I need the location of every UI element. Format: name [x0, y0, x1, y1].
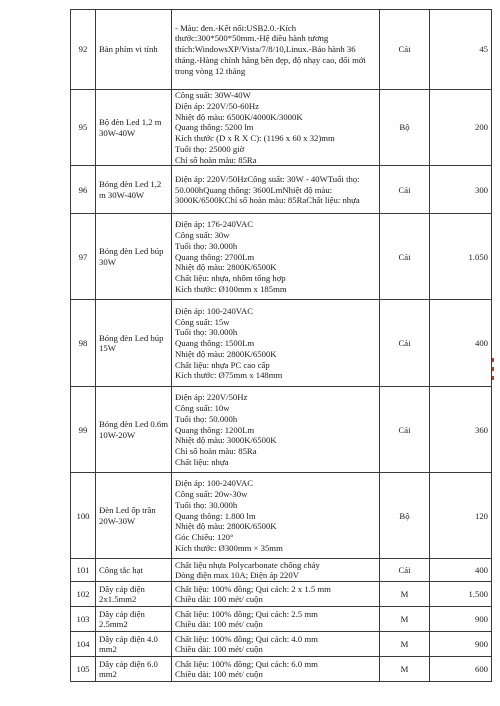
row-number-cell: 97 — [71, 214, 96, 300]
table-row — [71, 632, 492, 657]
quantity-cell: 1.500 — [430, 582, 492, 607]
spec-line: Chiều dài: 100 mét/ cuộn — [175, 619, 263, 630]
spec-line: Quang thông: 1200Lm — [175, 424, 255, 435]
table-row — [71, 10, 492, 90]
spec-line: Tuổi thọ: 30.000h — [175, 327, 238, 338]
table-row — [71, 559, 492, 582]
spec-line: Điện áp: 220V/50-60Hz — [175, 100, 259, 111]
spec-line: Công suất: 30w — [175, 230, 230, 241]
spec-line: - Màu: đen.-Kết nối:USB2.0.-Kích thước:300*500*50mm.-Hệ điều hành tương thích:WindowsXP/Vista/7/8/10,Linux.-Bảo hành 36 tháng.-Hàng chính hãng bền đẹp, độ nhạy cao, đổi mới trong vòng 12 tháng — [175, 22, 366, 76]
row-number-cell: 105 — [71, 657, 96, 682]
specification-cell — [172, 632, 380, 657]
table-row — [71, 90, 492, 166]
unit-cell: M — [380, 632, 430, 657]
unit-cell: M — [380, 657, 430, 682]
spec-line: Điện áp: 100-240VAC — [175, 478, 254, 489]
table-row — [71, 166, 492, 214]
spec-line: Công suất: 10w — [175, 403, 230, 414]
row-number-cell: 92 — [71, 10, 96, 90]
spec-line: Điện áp: 220V/50Hz — [175, 392, 248, 403]
row-number-cell: 100 — [71, 473, 96, 559]
spec-line: Quang thông: 1500Lm — [175, 338, 255, 349]
spec-line: Tuổi thọ: 50.000h — [175, 413, 238, 424]
specification-cell — [172, 90, 380, 166]
spec-line: Tuổi thọ: 30.000h — [175, 499, 238, 510]
margin-mark — [492, 358, 494, 362]
item-name-cell: Công tắc hạt — [96, 559, 172, 582]
row-number-cell: 96 — [71, 166, 96, 214]
quantity-cell: 400 — [430, 300, 492, 387]
margin-mark — [492, 367, 494, 371]
row-number-cell: 95 — [71, 90, 96, 166]
spec-line: Chất liệu: 100% đồng; Qui cách: 6.0 mm — [175, 658, 318, 669]
spec-line: Chiều dài: 100 mét/ cuộn — [175, 644, 263, 655]
spec-line: Nhiệt độ màu: 2800K/6500K — [175, 348, 277, 359]
quantity-cell: 600 — [430, 657, 492, 682]
table-body — [71, 10, 492, 682]
spec-line: Điện áp: 220V/50HzCông suất: 30W - 40WTuổi thọ: 50.000hQuang thông: 3600LmNhiệt độ màu: 3000K/6500KChỉ số hoàn màu: 85RaChất liệu: nhựa — [175, 173, 360, 206]
item-name-cell: Bóng đèn Led búp 30W — [96, 214, 172, 300]
quantity-cell: 360 — [430, 387, 492, 473]
spec-line: Chiều dài: 100 mét/ cuộn — [175, 594, 263, 605]
quantity-cell: 120 — [430, 473, 492, 559]
spec-line: Kích thước: Ø300mm × 35mm — [175, 542, 283, 553]
specification-cell — [172, 166, 380, 214]
spec-line: Kích thước: Ø75mm x 148mm — [175, 370, 283, 381]
spec-line: Chất liệu: nhựa — [175, 456, 229, 467]
equipment-spec-table — [70, 9, 492, 682]
item-name-cell: Bộ đèn Led 1,2 m 30W-40W — [96, 90, 172, 166]
row-number-cell: 103 — [71, 607, 96, 632]
spec-line: Nhiệt độ màu: 6500K/4000K/3000K — [175, 111, 303, 122]
item-name-cell: Dây cáp điện 2x1.5mm2 — [96, 582, 172, 607]
row-number-cell: 104 — [71, 632, 96, 657]
spec-line: Điện áp: 100-240VAC — [175, 305, 254, 316]
item-name-cell: Bàn phím vi tính — [96, 10, 172, 90]
item-name-cell: Bóng đèn Led 0.6m 10W-20W — [96, 387, 172, 473]
spec-line: Chỉ số hoàn màu: 85Ra — [175, 446, 257, 457]
spec-line: Quang thông: 5200 lm — [175, 122, 254, 133]
specification-cell — [172, 214, 380, 300]
specification-cell — [172, 473, 380, 559]
margin-mark — [492, 376, 494, 380]
unit-cell: Cái — [380, 166, 430, 214]
item-name-cell: Dây cáp điện 4.0 mm2 — [96, 632, 172, 657]
unit-cell: Cái — [380, 387, 430, 473]
row-number-cell: 98 — [71, 300, 96, 387]
quantity-cell: 200 — [430, 90, 492, 166]
spec-line: Chỉ số hoàn màu: 85Ra — [175, 154, 257, 165]
table-row — [71, 607, 492, 632]
spec-line: Tuổi thọ: 25000 giờ — [175, 143, 245, 154]
spec-line: Điện áp: 176-240VAC — [175, 219, 254, 230]
specification-cell — [172, 582, 380, 607]
unit-cell: Cái — [380, 300, 430, 387]
spec-line: Công suất: 20w-30w — [175, 489, 248, 500]
spec-line: Quang thông: 2700Lm — [175, 251, 255, 262]
item-name-cell: Đèn Led ốp trần 20W-30W — [96, 473, 172, 559]
quantity-cell: 400 — [430, 559, 492, 582]
unit-cell: Cái — [380, 10, 430, 90]
row-number-cell: 99 — [71, 387, 96, 473]
unit-cell: M — [380, 607, 430, 632]
quantity-cell: 45 — [430, 10, 492, 90]
spec-line: Kích thước (D x R X C): (1196 x 60 x 32)mm — [175, 133, 335, 144]
spec-line: Chất liệu: 100% đồng; Qui cách: 2.5 mm — [175, 608, 318, 619]
spec-line: Góc Chiếu: 120° — [175, 532, 234, 543]
spec-line: Chất liệu nhựa Polycarbonate chống cháy — [175, 559, 320, 570]
unit-cell: Cái — [380, 214, 430, 300]
specification-cell — [172, 387, 380, 473]
spec-line: Kích thước: Ø100mm x 185mm — [175, 283, 287, 294]
spec-line: Chiều dài: 100 mét/ cuộn — [175, 669, 263, 680]
unit-cell: Bộ — [380, 90, 430, 166]
quantity-cell: 900 — [430, 607, 492, 632]
spec-line: Quang thông: 1.800 lm — [175, 510, 256, 521]
spec-line: Chất liệu: 100% đồng; Qui cách: 4.0 mm — [175, 633, 318, 644]
spec-line: Nhiệt độ màu: 2800K/6500K — [175, 262, 277, 273]
row-number-cell: 102 — [71, 582, 96, 607]
spec-line: Nhiệt độ màu: 2800K/6500K — [175, 521, 277, 532]
item-name-cell: Bóng đèn Led 1,2 m 30W-40W — [96, 166, 172, 214]
specification-cell — [172, 10, 380, 90]
specification-cell — [172, 657, 380, 682]
quantity-cell: 900 — [430, 632, 492, 657]
item-name-cell: Bóng đèn Led búp 15W — [96, 300, 172, 387]
spec-line: Công suất: 15w — [175, 316, 230, 327]
table-row — [71, 657, 492, 682]
spec-line: Công suất: 30W-40W — [175, 90, 251, 100]
quantity-cell: 1.050 — [430, 214, 492, 300]
spec-line: Tuổi thọ: 30.000h — [175, 240, 238, 251]
unit-cell: Bộ — [380, 473, 430, 559]
unit-cell: M — [380, 582, 430, 607]
quantity-cell: 300 — [430, 166, 492, 214]
table-row — [71, 473, 492, 559]
table-row — [71, 300, 492, 387]
spec-line: Chất liệu: 100% đồng; Qui cách: 2 x 1.5 mm — [175, 583, 331, 594]
table-row — [71, 582, 492, 607]
row-number-cell: 101 — [71, 559, 96, 582]
spec-line: Nhiệt độ màu: 3000K/6500K — [175, 435, 277, 446]
table-row — [71, 387, 492, 473]
spec-line: Dòng điện max 10A; Điện áp 220V — [175, 570, 300, 581]
item-name-cell: Dây cáp điện 2.5mm2 — [96, 607, 172, 632]
specification-cell — [172, 559, 380, 582]
specification-cell — [172, 300, 380, 387]
spec-line: Chất liệu: nhựa, nhôm tổng hợp — [175, 273, 286, 284]
specification-cell — [172, 607, 380, 632]
unit-cell: Cái — [380, 559, 430, 582]
table-row — [71, 214, 492, 300]
item-name-cell: Dây cáp điện 6.0 mm2 — [96, 657, 172, 682]
spec-line: Chất liệu: nhựa PC cao cấp — [175, 359, 270, 370]
